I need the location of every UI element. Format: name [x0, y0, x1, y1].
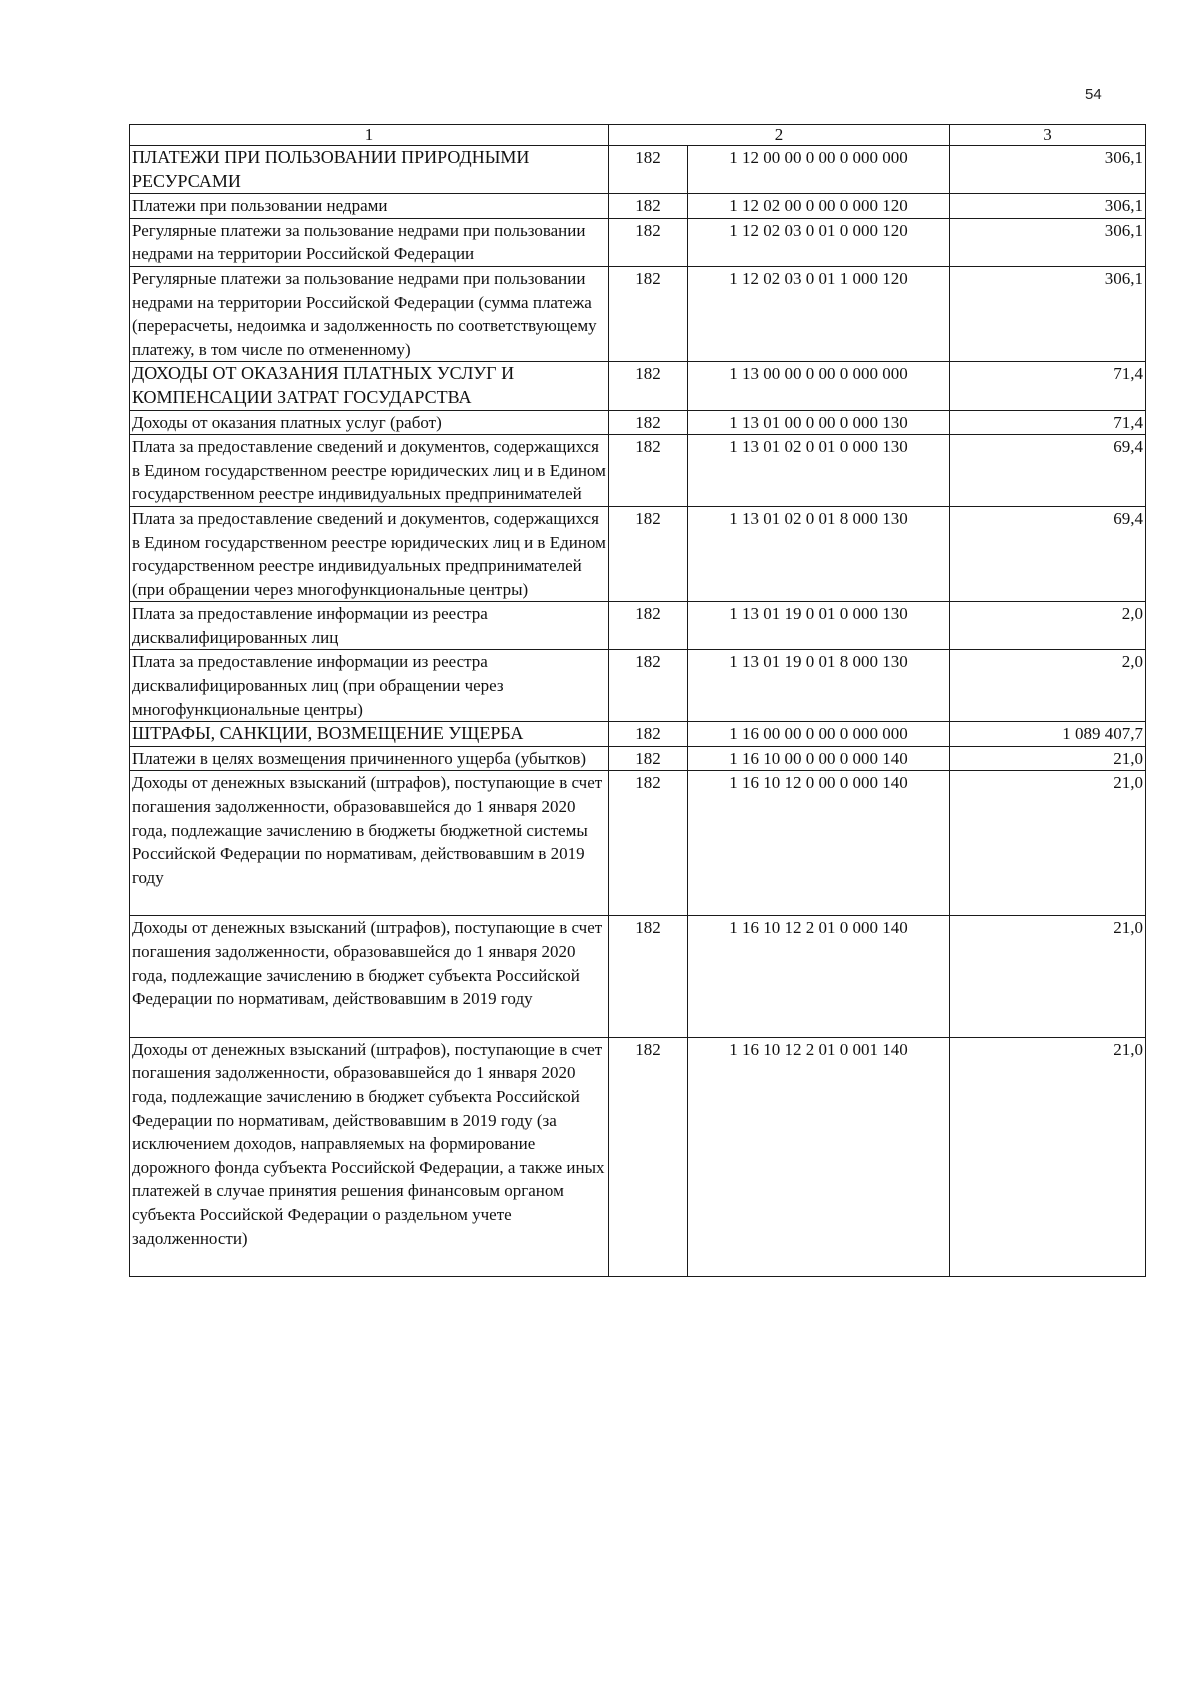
row-classification-code: 1 16 00 00 0 00 0 000 000: [688, 722, 950, 747]
row-admin-code: 182: [609, 146, 688, 194]
row-classification-code: 1 16 10 12 0 00 0 000 140: [688, 771, 950, 916]
row-name: ПЛАТЕЖИ ПРИ ПОЛЬЗОВАНИИ ПРИРОДНЫМИ РЕСУРСАМИ: [130, 146, 609, 194]
table-row: [130, 266, 1146, 361]
row-amount: 306,1: [950, 146, 1146, 194]
row-amount: 1 089 407,7: [950, 722, 1146, 747]
table-row: [130, 650, 1146, 722]
table-row: [130, 1037, 1146, 1276]
table-row: [130, 602, 1146, 650]
row-admin-code: 182: [609, 194, 688, 219]
row-amount: 71,4: [950, 362, 1146, 410]
column-number-row: [130, 125, 1146, 146]
column-number-2: 2: [609, 125, 950, 146]
row-name: Плата за предоставление сведений и документов, содержащихся в Едином государственном реестре юридических лиц и в Едином государственном реестре индивидуальных предпринимателей: [130, 435, 609, 507]
table-row: [130, 722, 1146, 747]
row-classification-code: 1 13 01 00 0 00 0 000 130: [688, 410, 950, 435]
revenue-table: [129, 124, 1146, 1277]
row-name: Доходы от оказания платных услуг (работ): [130, 410, 609, 435]
page-number: 54: [1085, 86, 1102, 103]
row-classification-code: 1 13 00 00 0 00 0 000 000: [688, 362, 950, 410]
row-classification-code: 1 16 10 00 0 00 0 000 140: [688, 746, 950, 771]
row-amount: 69,4: [950, 435, 1146, 507]
row-classification-code: 1 12 02 03 0 01 1 000 120: [688, 266, 950, 361]
table-row: [130, 362, 1146, 410]
row-amount: 21,0: [950, 771, 1146, 916]
table-row: [130, 746, 1146, 771]
table-row: [130, 410, 1146, 435]
row-admin-code: 182: [609, 746, 688, 771]
row-amount: 21,0: [950, 746, 1146, 771]
row-name: Доходы от денежных взысканий (штрафов), поступающие в счет погашения задолженности, образовавшейся до 1 января 2020 года, подлежащие зачислению в бюджет субъекта Российской Федерации по нормативам, действовавшим в 2019 году: [130, 916, 609, 1037]
row-amount: 69,4: [950, 506, 1146, 601]
row-name: ДОХОДЫ ОТ ОКАЗАНИЯ ПЛАТНЫХ УСЛУГ И КОМПЕНСАЦИИ ЗАТРАТ ГОСУДАРСТВА: [130, 362, 609, 410]
row-classification-code: 1 13 01 02 0 01 8 000 130: [688, 506, 950, 601]
row-name: Платежи при пользовании недрами: [130, 194, 609, 219]
row-name: Плата за предоставление информации из реестра дисквалифицированных лиц (при обращении через многофункциональные центры): [130, 650, 609, 722]
row-classification-code: 1 13 01 19 0 01 0 000 130: [688, 602, 950, 650]
row-amount: 306,1: [950, 218, 1146, 266]
row-admin-code: 182: [609, 650, 688, 722]
row-name: Плата за предоставление сведений и документов, содержащихся в Едином государственном реестре юридических лиц и в Едином государственном реестре индивидуальных предпринимателей (при обращении через многофункциональные центры): [130, 506, 609, 601]
column-number-1: 1: [130, 125, 609, 146]
row-name: Регулярные платежи за пользование недрами при пользовании недрами на территории Российской Федерации (сумма платежа (перерасчеты, недоимка и задолженность по соответствующему платежу, в том числе по отмененному): [130, 266, 609, 361]
row-amount: 2,0: [950, 650, 1146, 722]
row-admin-code: 182: [609, 362, 688, 410]
table-row: [130, 916, 1146, 1037]
row-admin-code: 182: [609, 722, 688, 747]
table-row: [130, 218, 1146, 266]
table-row: [130, 506, 1146, 601]
table-row: [130, 146, 1146, 194]
row-name: Плата за предоставление информации из реестра дисквалифицированных лиц: [130, 602, 609, 650]
row-classification-code: 1 16 10 12 2 01 0 000 140: [688, 916, 950, 1037]
row-amount: 21,0: [950, 1037, 1146, 1276]
table-row: [130, 435, 1146, 507]
row-name: Регулярные платежи за пользование недрами при пользовании недрами на территории Российской Федерации: [130, 218, 609, 266]
row-classification-code: 1 16 10 12 2 01 0 001 140: [688, 1037, 950, 1276]
row-amount: 306,1: [950, 266, 1146, 361]
row-classification-code: 1 13 01 02 0 01 0 000 130: [688, 435, 950, 507]
table-row: [130, 194, 1146, 219]
row-admin-code: 182: [609, 435, 688, 507]
row-admin-code: 182: [609, 916, 688, 1037]
row-amount: 71,4: [950, 410, 1146, 435]
row-admin-code: 182: [609, 506, 688, 601]
row-amount: 306,1: [950, 194, 1146, 219]
row-admin-code: 182: [609, 410, 688, 435]
row-amount: 2,0: [950, 602, 1146, 650]
row-admin-code: 182: [609, 1037, 688, 1276]
row-name: Платежи в целях возмещения причиненного ущерба (убытков): [130, 746, 609, 771]
row-classification-code: 1 12 02 03 0 01 0 000 120: [688, 218, 950, 266]
row-admin-code: 182: [609, 602, 688, 650]
table-body: [130, 125, 1146, 1277]
row-classification-code: 1 13 01 19 0 01 8 000 130: [688, 650, 950, 722]
row-classification-code: 1 12 02 00 0 00 0 000 120: [688, 194, 950, 219]
row-admin-code: 182: [609, 266, 688, 361]
row-classification-code: 1 12 00 00 0 00 0 000 000: [688, 146, 950, 194]
column-number-3: 3: [950, 125, 1146, 146]
row-admin-code: 182: [609, 218, 688, 266]
row-name: Доходы от денежных взысканий (штрафов), поступающие в счет погашения задолженности, образовавшейся до 1 января 2020 года, подлежащие зачислению в бюджет субъекта Российской Федерации по нормативам, действовавшим в 2019 году (за исключением доходов, направляемых на формирование дорожного фонда субъекта Российской Федерации, а также иных платежей в случае принятия решения финансовым органом субъекта Российской Федерации о раздельном учете задолженности): [130, 1037, 609, 1276]
table-row: [130, 771, 1146, 916]
row-name: Доходы от денежных взысканий (штрафов), поступающие в счет погашения задолженности, образовавшейся до 1 января 2020 года, подлежащие зачислению в бюджеты бюджетной системы Российской Федерации по нормативам, действовавшим в 2019 году: [130, 771, 609, 916]
row-amount: 21,0: [950, 916, 1146, 1037]
row-name: ШТРАФЫ, САНКЦИИ, ВОЗМЕЩЕНИЕ УЩЕРБА: [130, 722, 609, 747]
row-admin-code: 182: [609, 771, 688, 916]
